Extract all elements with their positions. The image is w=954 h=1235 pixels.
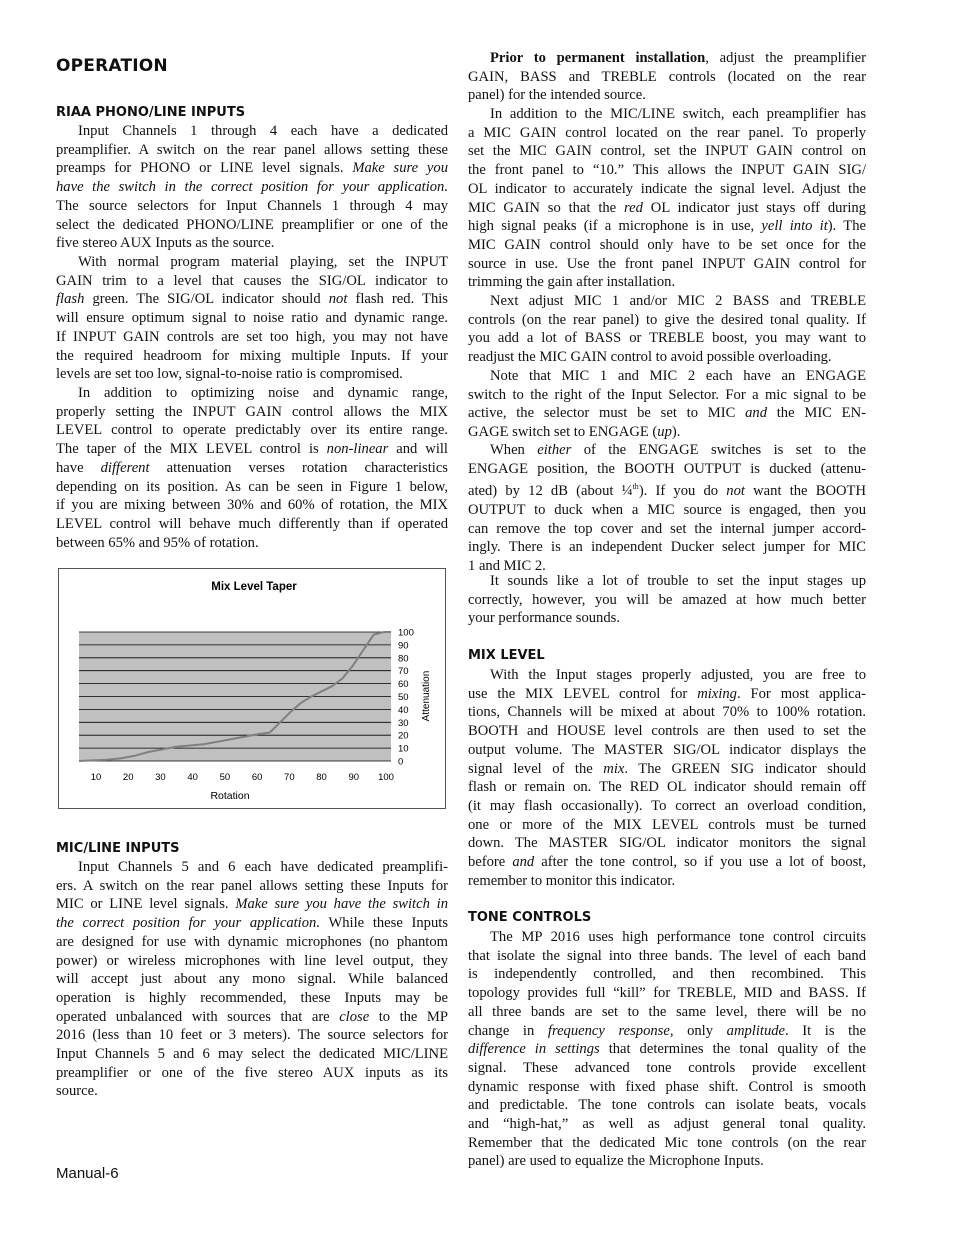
text-segment: amplitude bbox=[726, 1022, 786, 1039]
text-segment: before bbox=[468, 854, 513, 871]
text-segment: close bbox=[339, 1008, 370, 1025]
text-line bbox=[56, 877, 448, 896]
text-segment: panel) for the intended source. bbox=[468, 87, 646, 104]
text-segment: LEVEL control will behave much differently than if operated bbox=[56, 515, 448, 532]
text-segment: In addition to optimizing noise and dynamic range, bbox=[78, 385, 448, 401]
text-line bbox=[56, 290, 448, 309]
text-line bbox=[468, 1152, 866, 1171]
text-line bbox=[468, 1040, 866, 1059]
text-segment: use the MIX LEVEL control for bbox=[468, 685, 698, 702]
text-line bbox=[56, 328, 448, 347]
text-line bbox=[468, 797, 866, 816]
right-paragraph-6 bbox=[468, 572, 866, 628]
text-segment: can remove the top cover and set the internal jumper accord- bbox=[468, 520, 866, 537]
right-paragraph-5 bbox=[468, 441, 866, 576]
text-segment: one or more of the MIX LEVEL controls must be turned bbox=[468, 816, 866, 833]
text-segment: after the tone control, so if you use a lot of boost, bbox=[534, 854, 867, 871]
text-line bbox=[56, 534, 448, 553]
text-segment: the correct position for your application. bbox=[56, 915, 320, 932]
mix-level-paragraph bbox=[468, 666, 866, 890]
text-segment: GAIN trim to a level that causes the SIG/OL indicator to bbox=[56, 272, 448, 289]
text-segment: Input Channels 1 through 4 each have a dedicated bbox=[78, 123, 448, 139]
text-line bbox=[468, 609, 866, 628]
text-segment: non-linear bbox=[326, 441, 389, 458]
text-line bbox=[468, 1096, 866, 1115]
text-line bbox=[56, 952, 448, 971]
text-segment: th bbox=[632, 482, 639, 492]
text-segment: While these Inputs bbox=[319, 915, 449, 932]
y-axis-ticks bbox=[398, 628, 414, 768]
text-line bbox=[468, 329, 866, 348]
text-line bbox=[468, 816, 866, 835]
text-line bbox=[468, 1003, 866, 1022]
chart-title: Mix Level Taper bbox=[211, 581, 297, 593]
tone-paragraph bbox=[468, 928, 866, 1171]
text-line bbox=[468, 520, 866, 539]
text-line bbox=[468, 1134, 866, 1153]
text-segment: have bbox=[56, 459, 101, 476]
text-line bbox=[468, 760, 866, 779]
text-line bbox=[468, 199, 866, 218]
text-line bbox=[468, 703, 866, 722]
text-segment: will accept just about any mono signal. While balanced bbox=[56, 971, 448, 988]
text-line bbox=[56, 1082, 448, 1101]
text-segment: OL indicator just stays off during bbox=[642, 199, 866, 216]
text-segment: only bbox=[673, 1022, 727, 1039]
text-line bbox=[56, 1008, 448, 1027]
text-line bbox=[468, 441, 866, 460]
text-segment: is independently controlled, and then recombined. This bbox=[468, 966, 866, 983]
x-tick-label: 30 bbox=[155, 772, 166, 783]
text-segment: power) or wireless microphones with line level output, they bbox=[56, 952, 448, 969]
text-line bbox=[468, 591, 866, 610]
text-segment: depending on its position. As can be seen in Figure 1 below, bbox=[56, 478, 448, 495]
section-heading-mix-level: MIX LEVEL bbox=[468, 648, 545, 663]
text-segment: readjust the MIC GAIN control to avoid possible overloading. bbox=[468, 349, 832, 366]
text-segment: remember to monitor this indicator. bbox=[468, 872, 676, 889]
text-segment: properly setting the INPUT GAIN control allows the MIX bbox=[56, 403, 448, 420]
y-tick-label: 100 bbox=[398, 627, 414, 639]
text-segment: operated unbalanced with sources that are bbox=[56, 1008, 340, 1025]
text-line bbox=[56, 122, 448, 141]
text-segment: if you are mixing between 30% and 60% of rotation, the MIX bbox=[56, 497, 448, 514]
x-tick-label: 90 bbox=[348, 772, 360, 783]
text-segment: Make sure you have the switch in bbox=[235, 896, 448, 913]
text-line bbox=[56, 253, 448, 272]
text-segment: up bbox=[657, 424, 672, 441]
text-line bbox=[468, 423, 866, 442]
text-line bbox=[468, 460, 866, 479]
text-line bbox=[468, 572, 866, 591]
text-segment: MIC or LINE level signals. bbox=[56, 896, 236, 913]
text-segment: preamplifier or one of the five stereo AUX inputs as its bbox=[56, 1064, 448, 1081]
mix-level-taper-chart bbox=[59, 569, 447, 810]
y-tick-label: 80 bbox=[398, 653, 409, 665]
y-tick-label: 10 bbox=[398, 743, 409, 755]
text-segment: ers. A switch on the rear panel allows setting these Inputs for bbox=[56, 877, 448, 894]
text-line bbox=[468, 984, 866, 1003]
section-heading-riaa: RIAA PHONO/LINE INPUTS bbox=[56, 105, 246, 120]
x-tick-label: 10 bbox=[90, 772, 102, 783]
y-tick-label: 20 bbox=[398, 730, 409, 742]
text-segment: ). The bbox=[827, 218, 866, 235]
text-segment: have the switch in the correct position for your application. bbox=[56, 179, 448, 196]
text-segment: down. The MASTER SIG/OL indicator monitors the signal bbox=[468, 835, 866, 852]
text-line bbox=[468, 834, 866, 853]
text-segment: correctly, however, you will be amazed at how much better bbox=[468, 591, 866, 608]
text-segment: The source selectors for Input Channels 1 through 4 may bbox=[56, 197, 448, 214]
text-segment: difference in settings bbox=[468, 1041, 600, 1058]
text-line bbox=[468, 255, 866, 274]
text-segment: ). bbox=[671, 424, 681, 441]
text-segment: ated) by 12 dB (about ¼ bbox=[468, 483, 633, 500]
text-line bbox=[56, 496, 448, 515]
text-segment: and bbox=[745, 405, 767, 422]
text-segment: set the MIC GAIN control, set the INPUT GAIN control on bbox=[468, 143, 866, 160]
text-line bbox=[56, 309, 448, 328]
text-segment: BOOTH and HOUSE level controls are then used to set the bbox=[468, 723, 866, 740]
text-segment: that isolate the signal into three bands. The level of each band bbox=[468, 947, 866, 964]
text-line bbox=[56, 459, 448, 478]
y-tick-label: 90 bbox=[398, 640, 409, 652]
text-segment: controls (on the rear panel) to give the desired tonal quality. If bbox=[468, 311, 866, 328]
text-segment: With the Input stages properly adjusted, you are free to bbox=[490, 667, 866, 683]
text-segment: and predictable. The tone controls can isolate beats, vocals bbox=[468, 1097, 866, 1114]
y-tick-label: 60 bbox=[398, 679, 409, 691]
text-line bbox=[468, 1078, 866, 1097]
text-segment: want the BOOTH bbox=[744, 483, 866, 500]
text-segment: , adjust the preamplifier bbox=[705, 50, 866, 66]
text-segment: to the MP bbox=[369, 1008, 448, 1025]
text-line bbox=[468, 68, 866, 87]
text-segment: OL indicator to accurately indicate the signal level. Adjust the bbox=[468, 180, 866, 197]
text-line bbox=[468, 217, 866, 236]
text-segment: you add a lot of BASS or TREBLE boost, you may want to bbox=[468, 330, 866, 347]
text-line bbox=[56, 403, 448, 422]
text-line bbox=[56, 234, 448, 253]
y-axis-label: Attenuation bbox=[421, 670, 432, 722]
text-segment: OUTPUT to duck when a MIC source is engaged, then you bbox=[468, 501, 866, 518]
text-segment: . It is the bbox=[785, 1022, 866, 1039]
text-line bbox=[56, 141, 448, 160]
x-tick-label: 80 bbox=[316, 772, 327, 783]
text-segment: If INPUT GAIN controls are set too high, you may not have bbox=[56, 328, 448, 345]
text-segment: The taper of the MIX LEVEL control is bbox=[56, 441, 327, 458]
text-segment: different bbox=[100, 459, 150, 476]
text-segment: mix bbox=[603, 760, 625, 777]
text-segment: preamplifier. A switch on the rear panel allows setting these bbox=[56, 141, 448, 158]
text-segment: the required headroom for mixing multiple Inputs. If your bbox=[56, 347, 448, 364]
text-line bbox=[468, 928, 866, 947]
text-segment: LEVEL control to operate predictably over its entire range. bbox=[56, 422, 448, 439]
text-segment: MIC GAIN control should only have to be set once for the bbox=[468, 236, 866, 253]
text-line bbox=[468, 947, 866, 966]
text-segment: MIC GAIN so that the bbox=[468, 199, 625, 216]
text-line bbox=[56, 970, 448, 989]
riaa-paragraph-2 bbox=[56, 253, 448, 384]
text-segment: your performance sounds. bbox=[468, 610, 620, 627]
text-line bbox=[56, 178, 448, 197]
text-line bbox=[56, 347, 448, 366]
text-line bbox=[468, 501, 866, 520]
text-segment: Input Channels 5 and 6 each have dedicated preamplifi- bbox=[78, 859, 448, 875]
mic-paragraph-1 bbox=[56, 858, 448, 1101]
text-segment: not bbox=[726, 483, 745, 500]
text-segment: green. The SIG/OL indicator should bbox=[84, 291, 329, 308]
text-line bbox=[468, 685, 866, 704]
text-segment: preamps for PHONO or LINE level signals. bbox=[56, 160, 353, 177]
text-line bbox=[468, 666, 866, 685]
text-line bbox=[56, 914, 448, 933]
text-segment: flash bbox=[56, 291, 85, 308]
text-segment: active, the selector must be set to MIC bbox=[468, 405, 746, 422]
text-line bbox=[468, 49, 866, 68]
text-line bbox=[56, 272, 448, 291]
y-tick-label: 70 bbox=[398, 666, 409, 678]
riaa-paragraph-3 bbox=[56, 384, 448, 552]
text-segment: In addition to the MIC/LINE switch, each preamplifier has bbox=[490, 106, 866, 122]
text-line bbox=[468, 367, 866, 386]
text-segment: and bbox=[512, 854, 535, 871]
text-line bbox=[468, 348, 866, 367]
x-tick-label: 70 bbox=[284, 772, 295, 783]
text-segment: dynamic response with fixed phase shift. Control is smooth bbox=[468, 1078, 866, 1095]
right-paragraph-2 bbox=[468, 105, 866, 292]
text-segment: and “high-hat,” as well as adjust general tonal quality. bbox=[468, 1116, 866, 1133]
text-segment: . For most applica- bbox=[736, 685, 866, 702]
text-segment: frequency response, bbox=[547, 1022, 674, 1039]
text-line bbox=[468, 292, 866, 311]
text-segment: ingly. There is an independent Ducker select jumper for MIC bbox=[468, 539, 866, 556]
text-line bbox=[468, 853, 866, 872]
text-line bbox=[56, 858, 448, 877]
text-segment: the front panel to “10.” This allows the INPUT GAIN SIG/ bbox=[468, 162, 866, 179]
text-segment: output volume. The MASTER SIG/OL indicator displays the bbox=[468, 741, 866, 758]
text-segment: Note that MIC 1 and MIC 2 each have an ENGAGE bbox=[490, 368, 866, 384]
text-segment: It sounds like a lot of trouble to set the input stages up bbox=[490, 573, 866, 589]
text-line bbox=[56, 159, 448, 178]
text-segment: flash red. This bbox=[347, 291, 448, 308]
text-line bbox=[56, 216, 448, 235]
text-segment: Remember that the dedicated Mic tone controls (on the rear bbox=[468, 1134, 866, 1151]
text-segment: . The GREEN SIG indicator should bbox=[624, 760, 866, 777]
text-segment: ). If you do bbox=[638, 483, 727, 500]
text-line bbox=[468, 311, 866, 330]
text-segment: high signal peaks (if a microphone is in use, bbox=[468, 218, 762, 235]
text-segment: attenuation verses rotation characteristics bbox=[149, 459, 448, 476]
text-line bbox=[468, 386, 866, 405]
x-axis-ticks bbox=[91, 772, 394, 783]
text-line bbox=[56, 421, 448, 440]
y-tick-label: 50 bbox=[398, 692, 409, 703]
text-segment: trimming the gain after installation. bbox=[468, 274, 676, 291]
text-segment: mixing bbox=[697, 685, 737, 702]
text-segment: ENGAGE position, the BOOTH OUTPUT is ducked (attenu- bbox=[468, 460, 866, 477]
text-segment: Prior to permanent installation bbox=[490, 50, 706, 66]
x-tick-label: 20 bbox=[122, 772, 134, 783]
text-segment: will ensure optimum signal to noise ratio and dynamic range. bbox=[56, 310, 448, 327]
text-line bbox=[468, 1022, 866, 1041]
text-segment: (it may flash occasionally). To correct an overload condition, bbox=[468, 797, 866, 814]
text-segment: and will bbox=[388, 441, 448, 458]
text-segment: all three bands are set to the same level, there will be no bbox=[468, 1003, 866, 1020]
text-line bbox=[56, 384, 448, 403]
riaa-paragraph-1 bbox=[56, 122, 448, 253]
y-tick-label: 30 bbox=[398, 717, 409, 729]
text-line bbox=[56, 933, 448, 952]
text-line bbox=[468, 1115, 866, 1134]
text-line bbox=[468, 1059, 866, 1078]
text-segment: panel) are used to equalize the Microphone Inputs. bbox=[468, 1153, 764, 1170]
text-segment: the MIC EN- bbox=[766, 405, 866, 422]
text-segment: levels are set too low, signal-to-noise ratio is compromised. bbox=[56, 366, 403, 383]
text-segment: change in bbox=[468, 1022, 548, 1039]
text-segment: red bbox=[624, 199, 643, 216]
text-segment: Input Channels 5 and 6 may select the dedicated MIC/LINE bbox=[56, 1046, 448, 1063]
text-segment: of the ENGAGE switches is set to the bbox=[571, 442, 866, 458]
mix-level-taper-figure bbox=[58, 568, 446, 809]
text-segment: are designed for use with dynamic microphones (no phantom bbox=[56, 933, 448, 950]
text-segment: yell into it bbox=[761, 218, 828, 235]
y-tick-label: 40 bbox=[398, 704, 409, 716]
text-line bbox=[468, 872, 866, 891]
right-paragraph-4 bbox=[468, 367, 866, 442]
text-segment: that determines the tonal quality of the bbox=[599, 1041, 867, 1058]
text-line bbox=[56, 989, 448, 1008]
text-line bbox=[56, 440, 448, 459]
text-segment: not bbox=[328, 291, 348, 308]
text-segment: either bbox=[537, 442, 572, 458]
text-line bbox=[468, 538, 866, 557]
text-line bbox=[468, 180, 866, 199]
text-segment: With normal program material playing, set the INPUT bbox=[78, 254, 448, 270]
text-line bbox=[56, 895, 448, 914]
text-line bbox=[468, 86, 866, 105]
text-line bbox=[468, 142, 866, 161]
text-line bbox=[56, 515, 448, 534]
x-tick-label: 60 bbox=[251, 772, 263, 783]
text-line bbox=[56, 365, 448, 384]
text-segment: operation is highly recommended, these Inputs may be bbox=[56, 989, 448, 1006]
text-line bbox=[468, 778, 866, 797]
right-paragraph-3 bbox=[468, 292, 866, 367]
section-heading-tone: TONE CONTROLS bbox=[468, 910, 592, 925]
text-segment: Make sure you bbox=[352, 160, 448, 177]
text-line bbox=[56, 1045, 448, 1064]
text-segment: 2016 (less than 10 feet or 3 meters). The source selectors for bbox=[56, 1027, 448, 1044]
text-segment: GAGE switch set to ENGAGE ( bbox=[468, 424, 658, 441]
x-tick-label: 50 bbox=[219, 772, 231, 783]
text-line bbox=[468, 161, 866, 180]
text-segment: between 65% and 95% of rotation. bbox=[56, 534, 259, 551]
text-segment: five stereo AUX Inputs as the source. bbox=[56, 235, 275, 252]
x-axis-label: Rotation bbox=[210, 790, 250, 802]
page-number: Manual-6 bbox=[56, 1165, 119, 1182]
section-heading-mic: MIC/LINE INPUTS bbox=[56, 841, 180, 856]
text-segment: 1 and MIC 2. bbox=[468, 558, 546, 575]
text-line bbox=[468, 124, 866, 143]
text-line bbox=[468, 965, 866, 984]
page-heading: OPERATION bbox=[56, 56, 168, 76]
text-segment: The MP 2016 uses high performance tone control circuits bbox=[490, 929, 866, 945]
text-line bbox=[56, 478, 448, 497]
right-paragraph-1 bbox=[468, 49, 866, 105]
x-tick-label: 40 bbox=[187, 772, 198, 783]
text-line bbox=[56, 1026, 448, 1045]
text-segment: select the dedicated PHONO/LINE preamplifier or one of the bbox=[56, 216, 448, 233]
text-line bbox=[468, 273, 866, 292]
text-line bbox=[56, 1064, 448, 1083]
text-segment: topology provides full “kill” for TREBLE, MID and BASS. If bbox=[468, 985, 866, 1002]
text-segment: flash or remain on. The RED OL indicator should remain off bbox=[468, 779, 866, 796]
y-tick-label: 0 bbox=[398, 756, 404, 768]
text-segment: signal level of the bbox=[468, 760, 604, 777]
text-line bbox=[468, 478, 866, 501]
text-line bbox=[468, 741, 866, 760]
text-segment: source. bbox=[56, 1083, 98, 1100]
text-segment: tions, Channels will be mixed at about 70% to 100% rotation. bbox=[468, 704, 866, 721]
text-segment: GAIN, BASS and TREBLE controls (located on the rear bbox=[468, 68, 866, 85]
text-segment: When bbox=[490, 442, 538, 458]
text-segment: switch to the right of the Input Selector. For a mic signal to be bbox=[468, 386, 866, 403]
text-line bbox=[468, 404, 866, 423]
text-segment: source in use. Use the front panel INPUT GAIN control for bbox=[468, 255, 866, 272]
text-segment: Next adjust MIC 1 and/or MIC 2 BASS and TREBLE bbox=[490, 293, 866, 309]
text-line bbox=[468, 722, 866, 741]
text-line bbox=[468, 236, 866, 255]
text-segment: signal. These advanced tone controls provide excellent bbox=[468, 1059, 866, 1076]
text-segment: a MIC GAIN control located on the rear panel. To properly bbox=[468, 124, 866, 141]
text-line bbox=[468, 105, 866, 124]
x-tick-label: 100 bbox=[378, 772, 394, 783]
text-line bbox=[56, 197, 448, 216]
